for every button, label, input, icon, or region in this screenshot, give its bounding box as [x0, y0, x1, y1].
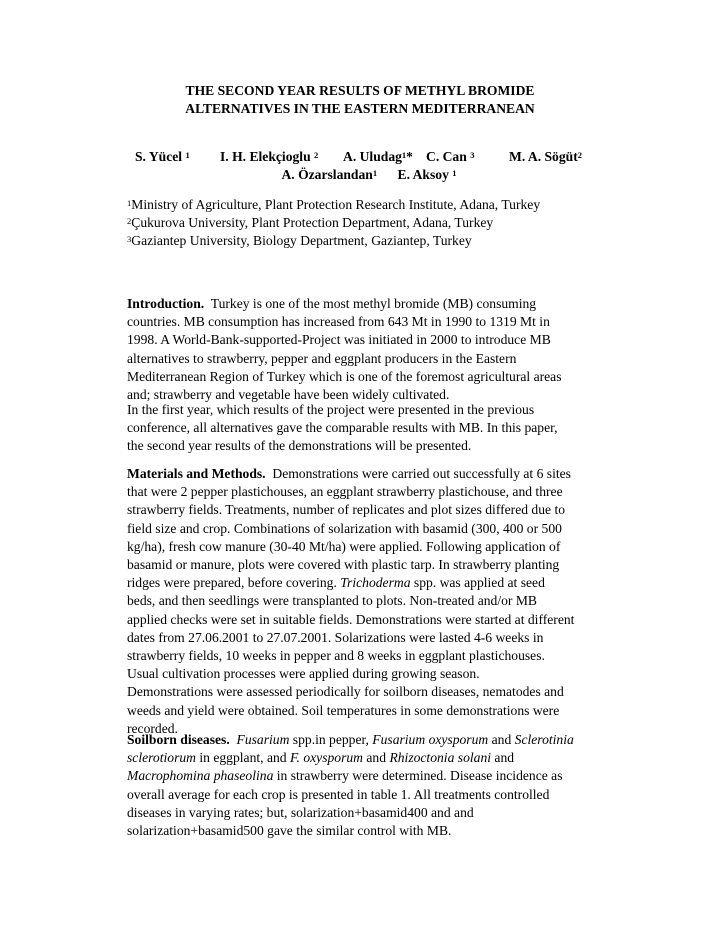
introduction-heading: Introduction.: [127, 296, 205, 311]
soilborn-diseases-paragraph: Soilborn diseases. Fusarium spp.in pepper, Fusarium oxysporum and Sclerotinia sclerotiorum in eggplant, and F. oxysporum and Rhizoctonia solani and Macrophomina phaseolina in strawberry were determined. Disease incidence as overall average for each crop is presented in table 1. All treatments controlled diseases in varying rates; but, solarization+basamid400 and and solarization+basamid500 gave the similar control with MB.: [127, 732, 574, 839]
author-7: E. Aksoy $^1$: [397, 167, 457, 182]
title-line-2: ALTERNATIVES IN THE EASTERN MEDITERRANEAN: [185, 101, 535, 116]
author-1: S. Yücel $^1$: [135, 149, 190, 164]
author-3: A. Uludag$^1$*: [343, 149, 413, 164]
affiliation-2: $^2$Çukurova University, Plant Protection Department, Adana, Turkey: [127, 215, 494, 230]
affiliations: [127, 196, 607, 250]
affiliation-3: $^3$Gaziantep University, Biology Department, Gaziantep, Turkey: [127, 233, 472, 248]
author-list: [0, 148, 720, 184]
soilborn-heading: Soilborn diseases.: [127, 732, 230, 747]
author-2: I. H. Elekçioglu $^2$: [220, 149, 319, 164]
affiliation-1: $^1$Ministry of Agriculture, Plant Protection Research Institute, Adana, Turkey: [127, 197, 541, 212]
author-4: C. Can $^3$: [426, 149, 475, 164]
paper-title: [0, 82, 720, 118]
materials-methods-heading: Materials and Methods.: [127, 466, 266, 481]
author-6: A. Özarslandan$^1$: [281, 167, 378, 182]
first-year-paragraph: In the first year, which results of the project were presented in the previous conference, all alternatives gave the comparable results with MB. In this paper, the second year results of the demonstrations will be presented.: [127, 402, 558, 454]
materials-methods-paragraph: Materials and Methods. Demonstrations were carried out successfully at 6 sites that were 2 pepper plastichouses, an eggplant strawberry plastichouse, and three strawberry fields. Treatments, number of replicates and plot sizes differed due to field size and crop. Combinations of solarization with basamid (300, 400 or 500 kg/ha), fresh cow manure (30-40 Mt/ha) were applied. Following application of basamid or manure, plots were covered with plastic tarp. In strawberry planting ridges were prepared, before covering. Trichoderma spp. was applied at seed beds, and then seedlings were transplanted to plots. Non-treated and/or MB applied checks were set in suitable fields. Demonstrations were started at different dates from 27.06.2001 to 27.07.2001. Solarizations were lasted 4-6 weeks in strawberry fields, 10 weeks in pepper and 8 weeks in eggplant plastichouses. Usual cultivation processes were applied during growing season. Demonstrations were assessed periodically for soilborn diseases, nematodes and weeds and yield were obtained. Soil temperatures in some demonstrations were recorded.: [127, 466, 575, 736]
author-5: M. A. Sögüt$^2$: [509, 149, 582, 164]
title-line-1: THE SECOND YEAR RESULTS OF METHYL BROMIDE: [185, 83, 535, 98]
introduction-paragraph: Introduction. Turkey is one of the most methyl bromide (MB) consuming countries. MB consumption has increased from 643 Mt in 1990 to 1319 Mt in 1998. A World-Bank-supported-Project was initiated in 2000 to introduce MB alternatives to strawberry, pepper and eggplant producers in the Eastern Mediterranean Region of Turkey which is one of the foremost agricultural areas and; strawberry and vegetable have been widely cultivated.: [127, 296, 562, 403]
